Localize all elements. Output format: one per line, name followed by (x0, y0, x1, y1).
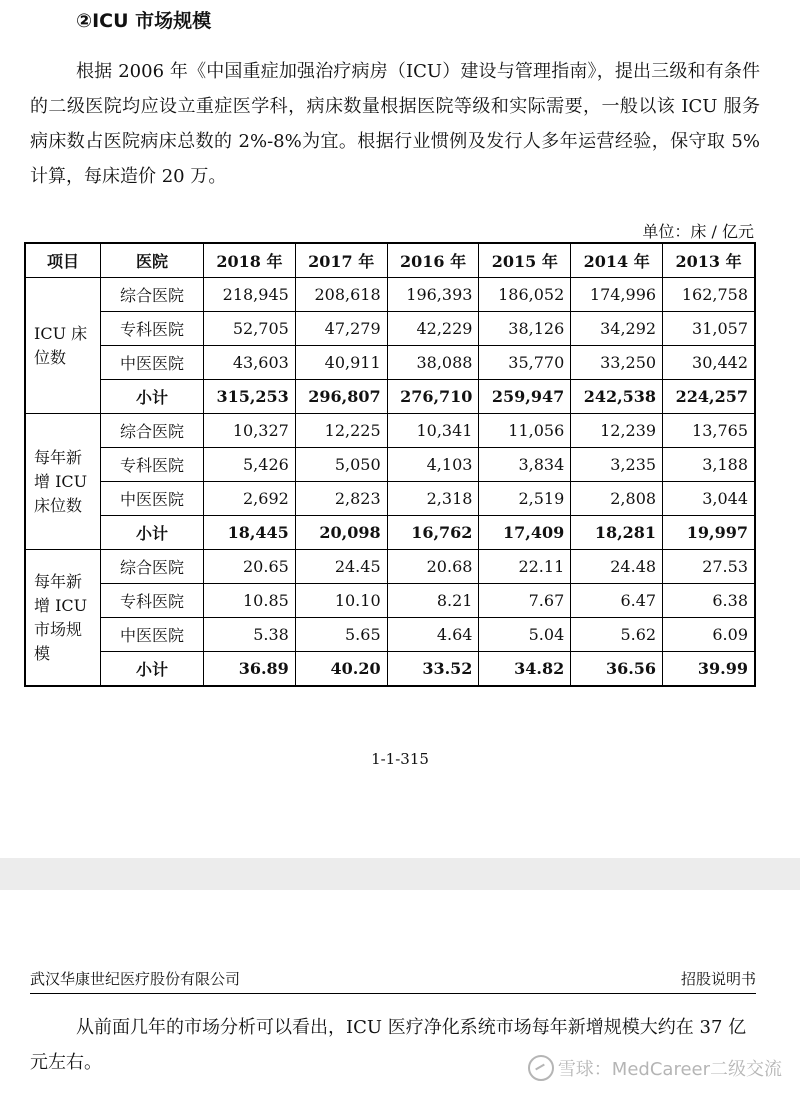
value-cell: 33.52 (387, 652, 479, 687)
value-cell: 22.11 (479, 550, 571, 584)
value-cell: 4.64 (387, 618, 479, 652)
table-row (25, 278, 755, 312)
header-cell-2014: 2014 年 (571, 243, 663, 278)
page-number: 1-1-315 (371, 750, 429, 768)
unit-label: 单位：床 / 亿元 (642, 222, 754, 241)
icu-market-table (24, 242, 756, 687)
value-cell: 10.85 (204, 584, 296, 618)
value-cell: 5.04 (479, 618, 571, 652)
value-cell: 3,044 (663, 482, 755, 516)
value-cell: 5,426 (204, 448, 296, 482)
header-cell-2015: 2015 年 (479, 243, 571, 278)
value-cell: 34,292 (571, 312, 663, 346)
table-subtotal-row (25, 516, 755, 550)
value-cell: 196,393 (387, 278, 479, 312)
value-cell: 162,758 (663, 278, 755, 312)
value-cell: 5.62 (571, 618, 663, 652)
value-cell: 18,445 (204, 516, 296, 550)
group-label-cell: 每年新增 ICU 床位数 (25, 414, 101, 550)
hospital-type-cell: 综合医院 (101, 550, 204, 584)
snowball-logo-icon (528, 1055, 554, 1081)
value-cell: 10,341 (387, 414, 479, 448)
hospital-type-cell: 综合医院 (101, 414, 204, 448)
value-cell: 12,239 (571, 414, 663, 448)
value-cell: 36.56 (571, 652, 663, 687)
value-cell: 5.38 (204, 618, 296, 652)
value-cell: 259,947 (479, 380, 571, 414)
value-cell: 2,808 (571, 482, 663, 516)
table-row (25, 312, 755, 346)
value-cell: 30,442 (663, 346, 755, 380)
value-cell: 11,056 (479, 414, 571, 448)
value-cell: 38,088 (387, 346, 479, 380)
value-cell: 6.38 (663, 584, 755, 618)
value-cell: 8.21 (387, 584, 479, 618)
hospital-type-cell: 专科医院 (101, 312, 204, 346)
hospital-type-cell: 小计 (101, 516, 204, 550)
value-cell: 276,710 (387, 380, 479, 414)
document-header (30, 968, 756, 994)
value-cell: 43,603 (204, 346, 296, 380)
value-cell: 186,052 (479, 278, 571, 312)
value-cell: 10,327 (204, 414, 296, 448)
value-cell: 33,250 (571, 346, 663, 380)
document-type: 招股说明书 (680, 970, 756, 988)
group-label-cell: ICU 床位数 (25, 278, 101, 414)
value-cell: 13,765 (663, 414, 755, 448)
hospital-type-cell: 中医医院 (101, 346, 204, 380)
value-cell: 47,279 (295, 312, 387, 346)
watermark (528, 1055, 782, 1081)
value-cell: 39.99 (663, 652, 755, 687)
value-cell: 36.89 (204, 652, 296, 687)
value-cell: 2,692 (204, 482, 296, 516)
value-cell: 42,229 (387, 312, 479, 346)
company-name: 武汉华康世纪医疗股份有限公司 (30, 970, 241, 988)
value-cell: 296,807 (295, 380, 387, 414)
value-cell: 4,103 (387, 448, 479, 482)
value-cell: 3,235 (571, 448, 663, 482)
section-title: ②ICU 市场规模 (76, 10, 212, 32)
value-cell: 2,318 (387, 482, 479, 516)
value-cell: 208,618 (295, 278, 387, 312)
value-cell: 38,126 (479, 312, 571, 346)
value-cell: 2,823 (295, 482, 387, 516)
header-cell-item: 项目 (25, 243, 101, 278)
table-body (25, 278, 755, 687)
value-cell: 242,538 (571, 380, 663, 414)
watermark-text: 雪球：MedCareer二级交流 (557, 1059, 782, 1080)
table-row (25, 550, 755, 584)
intro-paragraph (30, 54, 760, 194)
value-cell: 10.10 (295, 584, 387, 618)
value-cell: 27.53 (663, 550, 755, 584)
table-row (25, 482, 755, 516)
value-cell: 18,281 (571, 516, 663, 550)
hospital-type-cell: 中医医院 (101, 618, 204, 652)
value-cell: 24.45 (295, 550, 387, 584)
value-cell: 6.47 (571, 584, 663, 618)
header-cell-2017: 2017 年 (295, 243, 387, 278)
value-cell: 6.09 (663, 618, 755, 652)
value-cell: 20,098 (295, 516, 387, 550)
table-subtotal-row (25, 380, 755, 414)
value-cell: 17,409 (479, 516, 571, 550)
value-cell: 2,519 (479, 482, 571, 516)
intro-paragraph-text: 根据 2006 年《中国重症加强治疗病房（ICU）建设与管理指南》，提出三级和有条件的二级医院均应设立重症医学科，病床数量根据医院等级和实际需要，一般以该 ICU 服务病床数占医院病床总数的 2%-8%为宜。根据行业惯例及发行人多年运营经验，保守取 5%计算，每床造价 20 万。 (30, 61, 760, 187)
value-cell: 3,188 (663, 448, 755, 482)
value-cell: 3,834 (479, 448, 571, 482)
header-cell-hospital: 医院 (101, 243, 204, 278)
hospital-type-cell: 综合医院 (101, 278, 204, 312)
hospital-type-cell: 中医医院 (101, 482, 204, 516)
table-header-row (25, 243, 755, 278)
value-cell: 20.65 (204, 550, 296, 584)
table-subtotal-row (25, 652, 755, 687)
value-cell: 315,253 (204, 380, 296, 414)
conclusion-paragraph-text: 从前面几年的市场分析可以看出，ICU 医疗净化系统市场每年新增规模大约在 37 亿元左右。 (30, 1017, 747, 1073)
table-row (25, 584, 755, 618)
table-row (25, 414, 755, 448)
value-cell: 7.67 (479, 584, 571, 618)
header-cell-2018: 2018 年 (204, 243, 296, 278)
hospital-type-cell: 专科医院 (101, 448, 204, 482)
group-label-cell: 每年新增 ICU 市场规模 (25, 550, 101, 687)
value-cell: 5,050 (295, 448, 387, 482)
value-cell: 35,770 (479, 346, 571, 380)
value-cell: 24.48 (571, 550, 663, 584)
table-row (25, 346, 755, 380)
value-cell: 34.82 (479, 652, 571, 687)
value-cell: 19,997 (663, 516, 755, 550)
value-cell: 174,996 (571, 278, 663, 312)
value-cell: 224,257 (663, 380, 755, 414)
hospital-type-cell: 小计 (101, 380, 204, 414)
table-row (25, 618, 755, 652)
value-cell: 218,945 (204, 278, 296, 312)
value-cell: 5.65 (295, 618, 387, 652)
page-separator (0, 858, 800, 890)
header-cell-2013: 2013 年 (663, 243, 755, 278)
value-cell: 20.68 (387, 550, 479, 584)
value-cell: 52,705 (204, 312, 296, 346)
value-cell: 40.20 (295, 652, 387, 687)
hospital-type-cell: 专科医院 (101, 584, 204, 618)
hospital-type-cell: 小计 (101, 652, 204, 687)
value-cell: 12,225 (295, 414, 387, 448)
value-cell: 31,057 (663, 312, 755, 346)
header-cell-2016: 2016 年 (387, 243, 479, 278)
table-row (25, 448, 755, 482)
value-cell: 16,762 (387, 516, 479, 550)
value-cell: 40,911 (295, 346, 387, 380)
